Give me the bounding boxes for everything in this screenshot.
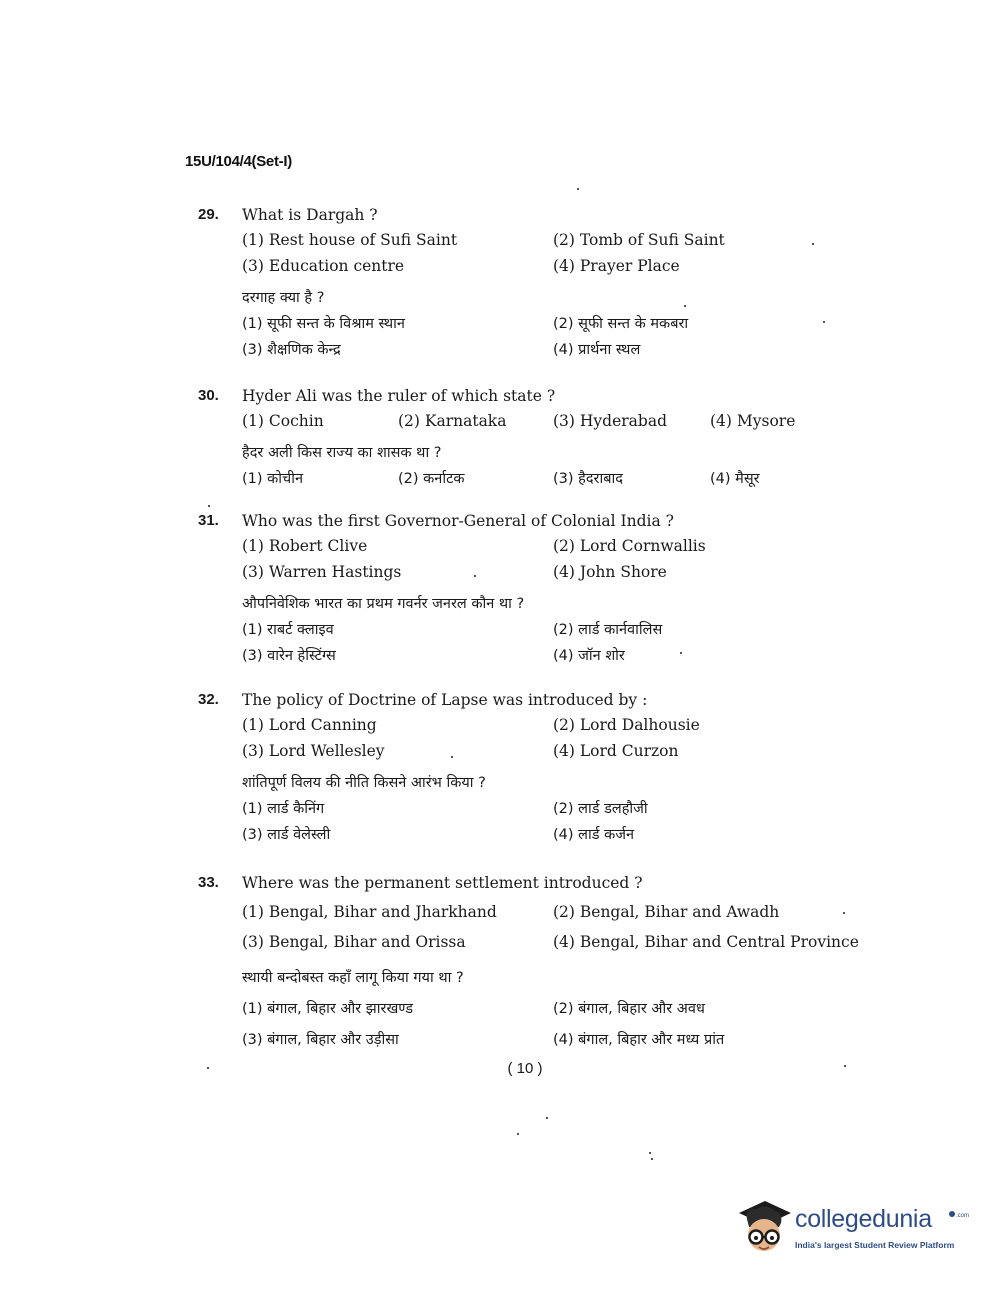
scan-speck [451,756,453,758]
option-hi-3: (3) वारेन हेस्टिंग्स [242,648,336,664]
scan-speck [207,1067,209,1069]
scan-speck [680,652,682,654]
option-hi-1: (1) लार्ड कैनिंग [242,801,325,817]
option-en-3: (3) Education centre [242,257,405,275]
question-number: 30. [198,387,219,404]
question-text-hi: स्थायी बन्दोबस्त कहाँ लागू किया गया था ? [242,970,464,986]
question-text-en: Hyder Ali was the ruler of which state ? [242,387,556,405]
option-en-1: (1) Lord Canning [242,716,377,734]
option-hi-4: (4) लार्ड कर्जन [553,827,635,843]
option-en-1: (1) Rest house of Sufi Saint [242,231,458,249]
option-en-1: (1) Robert Clive [242,537,368,555]
brand-dot [949,1211,955,1217]
option-hi-1: (1) राबर्ट क्लाइव [242,622,334,638]
question-32 [198,691,898,850]
scan-speck [577,188,579,190]
option-en-3: (3) Hyderabad [553,412,667,430]
collegedunia-watermark [735,1193,970,1263]
question-number: 31. [198,512,219,529]
option-en-3: (3) Bengal, Bihar and Orissa [242,933,466,951]
option-en-4: (4) Mysore [710,412,796,430]
question-text-hi: औपनिवेशिक भारत का प्रथम गवर्नर जनरल कौन था ? [242,596,525,612]
option-en-2: (2) Tomb of Sufi Saint [553,231,725,249]
question-33 [198,874,898,1055]
option-hi-3: (3) शैक्षणिक केन्द्र [242,342,341,358]
option-hi-4: (4) जॉन शोर [553,648,625,664]
option-en-3: (3) Warren Hastings [242,563,402,581]
option-en-2: (2) Lord Dalhousie [553,716,700,734]
question-text-en: Who was the first Governor-General of Colonial India ? [242,512,674,530]
option-hi-3: (3) बंगाल, बिहार और उड़ीसा [242,1032,399,1048]
option-hi-1: (1) सूफी सन्त के विश्राम स्थान [242,316,405,332]
brand-suffix: .com [956,1213,970,1219]
paper-code: 15U/104/4(Set-I) [185,153,292,170]
question-number: 32. [198,691,219,708]
question-30 [198,387,898,494]
question-text-en: What is Dargah ? [242,206,378,224]
option-en-4: (4) Bengal, Bihar and Central Province [553,933,859,951]
scan-speck [517,1133,519,1135]
option-hi-2: (2) लार्ड कार्नवालिस [553,622,663,638]
question-number: 33. [198,874,219,891]
option-en-4: (4) John Shore [553,563,667,581]
scan-speck [844,1065,846,1067]
option-hi-4: (4) बंगाल, बिहार और मध्य प्रांत [553,1032,725,1048]
scan-speck [812,243,814,245]
brand-tagline: India's largest Student Review Platform [795,1240,955,1250]
mascot-logo-icon [735,1197,793,1257]
option-hi-4: (4) मैसूर [710,471,760,487]
option-hi-2: (2) सूफी सन्त के मकबरा [553,316,689,332]
scan-speck [823,321,825,323]
option-en-1: (1) Cochin [242,412,324,430]
option-hi-3: (3) लार्ड वेलेस्ली [242,827,331,843]
question-number: 29. [198,206,219,223]
option-en-4: (4) Prayer Place [553,257,680,275]
scan-speck [546,1117,548,1119]
question-text-hi: शांतिपूर्ण विलय की नीति किसने आरंभ किया ? [242,775,486,791]
option-en-1: (1) Bengal, Bihar and Jharkhand [242,903,497,921]
scan-speck [651,1158,653,1160]
option-en-2: (2) Bengal, Bihar and Awadh [553,903,780,921]
scan-speck [208,505,210,507]
option-hi-2: (2) बंगाल, बिहार और अवध [553,1001,705,1017]
question-text-en: Where was the permanent settlement introduced ? [242,874,643,892]
option-en-2: (2) Lord Cornwallis [553,537,706,555]
option-en-3: (3) Lord Wellesley [242,742,385,760]
option-hi-1: (1) कोचीन [242,471,304,487]
question-text-hi: दरगाह क्या है ? [242,290,325,306]
page-number: ( 10 ) [507,1060,543,1077]
option-en-4: (4) Lord Curzon [553,742,679,760]
option-hi-2: (2) कर्नाटक [398,471,465,487]
scan-speck [843,912,845,914]
option-hi-3: (3) हैदराबाद [553,471,623,487]
scan-speck [684,305,686,307]
question-29 [198,206,898,365]
brand-name: collegedunia [795,1205,932,1233]
question-31 [198,512,898,671]
scan-speck [474,575,476,577]
question-text-hi: हैदर अली किस राज्य का शासक था ? [242,445,442,461]
scan-speck [649,1152,651,1154]
question-text-en: The policy of Doctrine of Lapse was introduced by : [242,691,648,709]
option-hi-4: (4) प्रार्थना स्थल [553,342,641,358]
option-hi-2: (2) लार्ड डलहौजी [553,801,648,817]
option-en-2: (2) Karnataka [398,412,507,430]
option-hi-1: (1) बंगाल, बिहार और झारखण्ड [242,1001,413,1017]
